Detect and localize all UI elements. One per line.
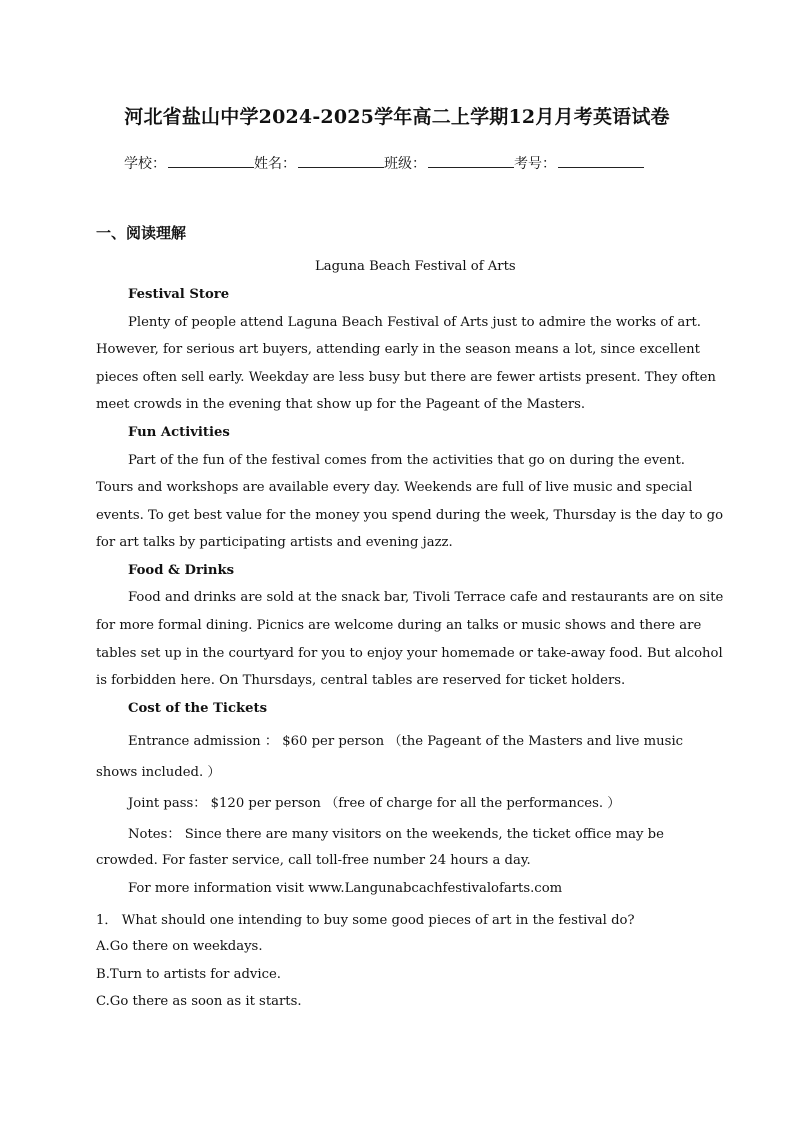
section-heading: 一、阅读理解: [96, 224, 187, 242]
paragraph-line: Joint pass： $120 per person （free of charge for all the performances. ）: [128, 796, 621, 811]
option-b: B.Turn to artists for advice.: [96, 967, 281, 982]
subheading-fun-activities: Fun Activities: [128, 425, 230, 440]
option-a: A.Go there on weekdays.: [96, 939, 263, 954]
question-stem: 1． What should one intending to buy some good pieces of art in the festival do?: [96, 913, 635, 928]
exam-title: 河北省盐山中学2024-2025学年高二上学期12月月考英语试卷: [124, 106, 670, 128]
school-blank: [168, 153, 254, 168]
paragraph-line: shows included. ）: [96, 765, 221, 780]
paragraph-line: pieces often sell early. Weekday are less busy but there are fewer artists present. They often: [96, 370, 716, 385]
class-blank: [428, 153, 514, 168]
paragraph-line: events. To get best value for the money you spend during the week, Thursday is the day to go: [96, 508, 724, 523]
paragraph-line: for art talks by participating artists and evening jazz.: [96, 535, 453, 550]
school-label: 学校：: [124, 156, 166, 172]
paragraph-line: for more formal dining. Picnics are welcome during an talks or music shows and there are: [96, 618, 702, 633]
option-c: C.Go there as soon as it starts.: [96, 994, 302, 1009]
subheading-cost-of-tickets: Cost of the Tickets: [128, 701, 268, 716]
subheading-food-drinks: Food & Drinks: [128, 563, 235, 578]
paragraph-line: For more information visit www.Langunabcachfestivalofarts.com: [128, 881, 563, 896]
paragraph-line: crowded. For faster service, call toll-free number 24 hours a day.: [96, 853, 531, 868]
paragraph-line: Part of the fun of the festival comes from the activities that go on during the event.: [128, 453, 685, 468]
name-label: 姓名：: [254, 156, 296, 172]
paragraph-line: However, for serious art buyers, attending early in the season means a lot, since excellent: [96, 342, 700, 357]
paragraph-line: meet crowds in the evening that show up for the Pageant of the Masters.: [96, 397, 586, 412]
subheading-festival-store: Festival Store: [128, 287, 230, 302]
student-info-line: [124, 153, 644, 173]
class-label: 班级：: [384, 156, 426, 172]
paragraph-line: Entrance admission ： $60 per person （the Pageant of the Masters and live music: [128, 734, 684, 749]
paragraph-line: is forbidden here. On Thursdays, central tables are reserved for ticket holders.: [96, 673, 626, 688]
passage-title: Laguna Beach Festival of Arts: [315, 259, 516, 274]
paragraph-line: Plenty of people attend Laguna Beach Festival of Arts just to admire the works of art.: [128, 315, 701, 330]
paragraph-line: Notes： Since there are many visitors on the weekends, the ticket office may be: [128, 827, 664, 842]
exam-number-label: 考号：: [514, 156, 556, 172]
paragraph-line: tables set up in the courtyard for you to enjoy your homemade or take-away food. But alcohol: [96, 646, 723, 661]
name-blank: [298, 153, 384, 168]
exam-number-blank: [558, 153, 644, 168]
paragraph-line: Food and drinks are sold at the snack bar, Tivoli Terrace cafe and restaurants are on site: [128, 590, 724, 605]
paragraph-line: Tours and workshops are available every day. Weekends are full of live music and special: [96, 480, 693, 495]
